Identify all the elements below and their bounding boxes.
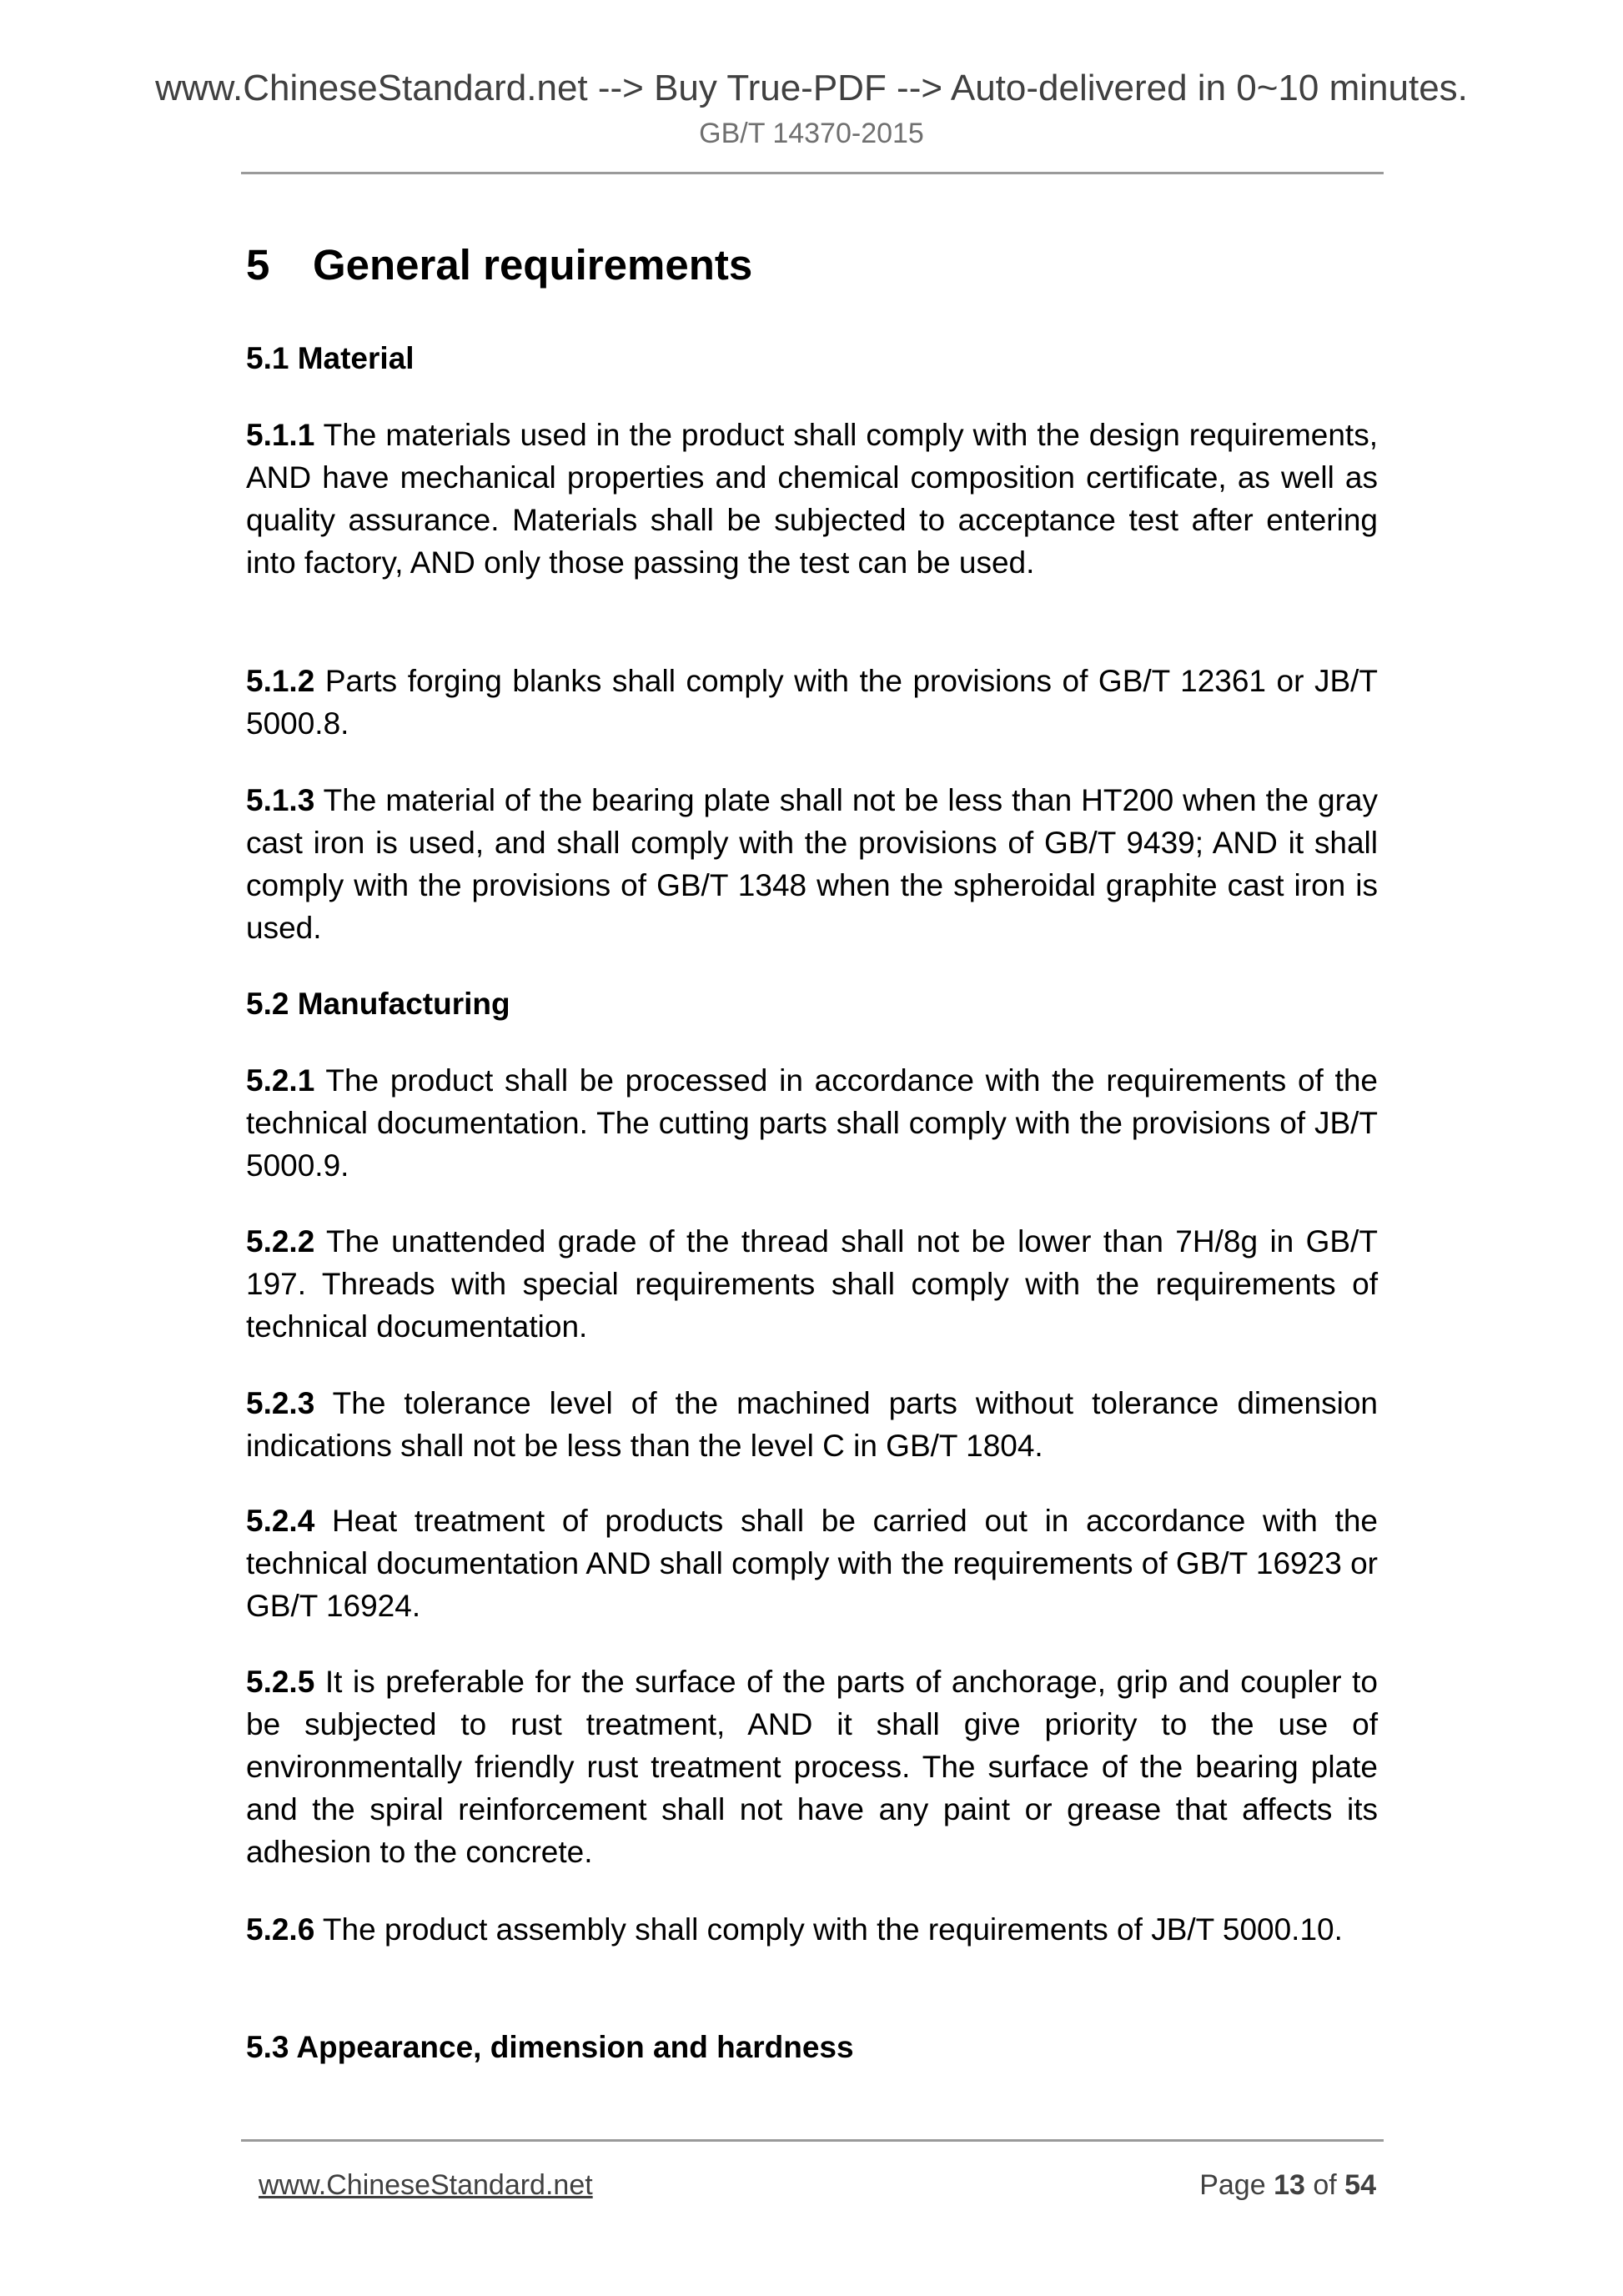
- clause-5-2-6: [246, 1908, 1378, 1951]
- clause-5-2-3: [246, 1382, 1378, 1467]
- clause-text: The material of the bearing plate shall not be less than HT200 when the gray cast iron is used, and shall comply with the provisions of GB/T 9439; AND it shall comply with the provisions of GB/T 1348 when the spheroidal graphite cast iron is used.: [246, 783, 1378, 945]
- section-heading: [246, 240, 752, 290]
- clause-5-1-1: [246, 414, 1378, 584]
- subsection-heading-5-1: 5.1 Material: [246, 341, 415, 375]
- subsection-heading-5-2: 5.2 Manufacturing: [246, 987, 510, 1021]
- footer-website-link[interactable]: www.ChineseStandard.net: [259, 2169, 593, 2201]
- clause-text: The product shall be processed in accordance with the requirements of the technical documentation. The cutting parts shall comply with the provisions of JB/T 5000.9.: [246, 1063, 1378, 1183]
- clause-number: 5.2.6: [246, 1912, 315, 1947]
- header-banner: www.ChineseStandard.net --> Buy True-PDF --> Auto-delivered in 0~10 minutes.: [155, 68, 1468, 108]
- page-indicator: [1199, 2168, 1376, 2202]
- clause-text: Parts forging blanks shall comply with the provisions of GB/T 12361 or JB/T 5000.8.: [246, 664, 1378, 741]
- page-of: of: [1313, 2169, 1337, 2201]
- clause-number: 5.1.1: [246, 418, 315, 452]
- standard-id: GB/T 14370-2015: [699, 118, 924, 149]
- clause-5-1-3: [246, 779, 1378, 949]
- clause-number: 5.2.2: [246, 1224, 315, 1259]
- clause-text: The tolerance level of the machined parts without tolerance dimension indications shall not be less than the level C in GB/T 1804.: [246, 1386, 1378, 1463]
- clause-number: 5.2.4: [246, 1504, 315, 1538]
- clause-5-1-2: [246, 660, 1378, 745]
- clause-5-2-1: [246, 1059, 1378, 1187]
- clause-number: 5.2.3: [246, 1386, 315, 1420]
- clause-text: The materials used in the product shall comply with the design requirements, AND have mechanical properties and chemical composition certificate, as well as quality assurance. Materials shall be subjected to acceptance test after entering into factory, AND only those passing the test can be used.: [246, 418, 1378, 580]
- section-title: General requirements: [313, 241, 753, 289]
- page-current: 13: [1274, 2169, 1305, 2201]
- clause-number: 5.2.5: [246, 1665, 315, 1699]
- clause-5-2-5: [246, 1660, 1378, 1873]
- clause-text: Heat treatment of products shall be carried out in accordance with the technical documentation AND shall comply with the requirements of GB/T 16923 or GB/T 16924.: [246, 1504, 1378, 1623]
- page-prefix: Page: [1199, 2169, 1266, 2201]
- section-number: 5: [246, 241, 270, 289]
- clause-text: The product assembly shall comply with the requirements of JB/T 5000.10.: [322, 1912, 1343, 1947]
- clause-number: 5.2.1: [246, 1063, 315, 1098]
- clause-text: The unattended grade of the thread shall not be lower than 7H/8g in GB/T 197. Threads with special requirements shall comply with the requirements of technical documentation.: [246, 1224, 1378, 1344]
- page-total: 54: [1344, 2169, 1376, 2201]
- header-divider: [241, 172, 1384, 174]
- clause-number: 5.1.2: [246, 664, 315, 698]
- clause-5-2-2: [246, 1220, 1378, 1348]
- subsection-heading-5-3: 5.3 Appearance, dimension and hardness: [246, 2030, 854, 2064]
- clause-5-2-4: [246, 1500, 1378, 1627]
- clause-number: 5.1.3: [246, 783, 315, 817]
- clause-text: It is preferable for the surface of the parts of anchorage, grip and coupler to be subjected to rust treatment, AND it shall give priority to the use of environmentally friendly rust treatment process. The surface of the bearing plate and the spiral reinforcement shall not have any paint or grease that affects its adhesion to the concrete.: [246, 1665, 1378, 1869]
- footer-divider: [241, 2139, 1384, 2142]
